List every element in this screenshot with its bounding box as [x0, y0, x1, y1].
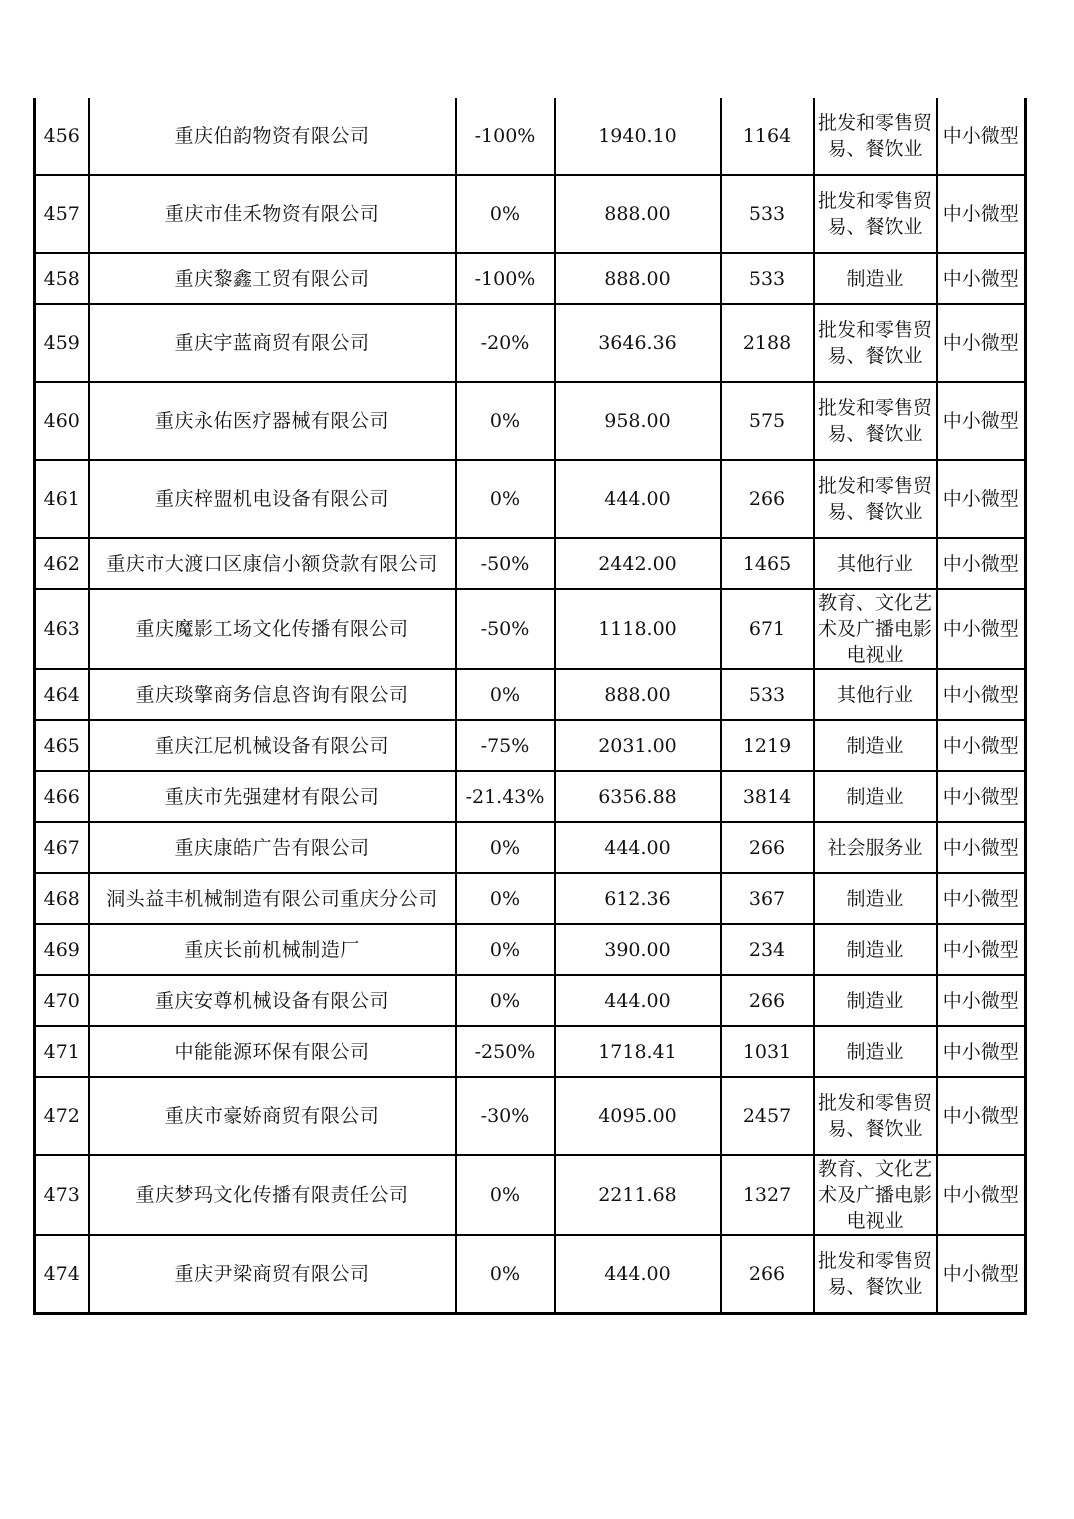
enterprise-type: 中小微型: [937, 924, 1026, 975]
row-number: 473: [35, 1155, 89, 1235]
row-number: 457: [35, 175, 89, 253]
row-number: 462: [35, 538, 89, 589]
payment: 266: [721, 975, 814, 1026]
row-number: 468: [35, 873, 89, 924]
amount: 444.00: [555, 975, 721, 1026]
amount: 612.36: [555, 873, 721, 924]
table-row: [35, 822, 1026, 873]
table-body: [35, 98, 1026, 1314]
row-number: 460: [35, 382, 89, 460]
enterprise-table: [33, 98, 1027, 1315]
row-number: 469: [35, 924, 89, 975]
payment: 266: [721, 822, 814, 873]
amount: 888.00: [555, 253, 721, 304]
change-rate: 0%: [456, 1155, 555, 1235]
payment: 533: [721, 669, 814, 720]
row-number: 472: [35, 1077, 89, 1155]
row-number: 461: [35, 460, 89, 538]
enterprise-type: 中小微型: [937, 1155, 1026, 1235]
amount: 888.00: [555, 175, 721, 253]
company-name: 重庆黎鑫工贸有限公司: [89, 253, 456, 304]
amount: 2031.00: [555, 720, 721, 771]
enterprise-type: 中小微型: [937, 253, 1026, 304]
payment: 533: [721, 175, 814, 253]
industry: 其他行业: [814, 538, 937, 589]
company-name: 重庆市豪娇商贸有限公司: [89, 1077, 456, 1155]
industry: 批发和零售贸易、餐饮业: [814, 175, 937, 253]
industry: 制造业: [814, 720, 937, 771]
table-row: [35, 873, 1026, 924]
change-rate: -21.43%: [456, 771, 555, 822]
industry: 批发和零售贸易、餐饮业: [814, 98, 937, 175]
table-row: [35, 669, 1026, 720]
table-row: [35, 460, 1026, 538]
change-rate: -20%: [456, 304, 555, 382]
table-row: [35, 771, 1026, 822]
change-rate: 0%: [456, 975, 555, 1026]
company-name: 重庆宇蓝商贸有限公司: [89, 304, 456, 382]
change-rate: 0%: [456, 1235, 555, 1314]
company-name: 重庆市大渡口区康信小额贷款有限公司: [89, 538, 456, 589]
payment: 1327: [721, 1155, 814, 1235]
payment: 266: [721, 460, 814, 538]
company-name: 重庆永佑医疗器械有限公司: [89, 382, 456, 460]
change-rate: 0%: [456, 382, 555, 460]
amount: 958.00: [555, 382, 721, 460]
table-row: [35, 175, 1026, 253]
company-name: 重庆江尼机械设备有限公司: [89, 720, 456, 771]
payment: 3814: [721, 771, 814, 822]
change-rate: 0%: [456, 175, 555, 253]
row-number: 470: [35, 975, 89, 1026]
industry: 制造业: [814, 924, 937, 975]
row-number: 463: [35, 589, 89, 669]
industry: 批发和零售贸易、餐饮业: [814, 1077, 937, 1155]
payment: 533: [721, 253, 814, 304]
industry: 其他行业: [814, 669, 937, 720]
amount: 1718.41: [555, 1026, 721, 1077]
company-name: 重庆琰擎商务信息咨询有限公司: [89, 669, 456, 720]
payment: 1219: [721, 720, 814, 771]
enterprise-type: 中小微型: [937, 304, 1026, 382]
company-name: 洞头益丰机械制造有限公司重庆分公司: [89, 873, 456, 924]
company-name: 重庆康皓广告有限公司: [89, 822, 456, 873]
company-name: 重庆长前机械制造厂: [89, 924, 456, 975]
company-name: 重庆梦玛文化传播有限责任公司: [89, 1155, 456, 1235]
enterprise-type: 中小微型: [937, 669, 1026, 720]
table-row: [35, 720, 1026, 771]
company-name: 重庆市先强建材有限公司: [89, 771, 456, 822]
table-row: [35, 304, 1026, 382]
change-rate: 0%: [456, 873, 555, 924]
change-rate: -100%: [456, 253, 555, 304]
industry: 批发和零售贸易、餐饮业: [814, 1235, 937, 1314]
industry: 批发和零售贸易、餐饮业: [814, 304, 937, 382]
amount: 1940.10: [555, 98, 721, 175]
table-row: [35, 253, 1026, 304]
amount: 444.00: [555, 822, 721, 873]
enterprise-type: 中小微型: [937, 589, 1026, 669]
company-name: 重庆安尊机械设备有限公司: [89, 975, 456, 1026]
table-row: [35, 538, 1026, 589]
row-number: 459: [35, 304, 89, 382]
industry: 制造业: [814, 873, 937, 924]
change-rate: 0%: [456, 460, 555, 538]
payment: 575: [721, 382, 814, 460]
enterprise-type: 中小微型: [937, 98, 1026, 175]
amount: 1118.00: [555, 589, 721, 669]
table-row: [35, 382, 1026, 460]
row-number: 465: [35, 720, 89, 771]
enterprise-type: 中小微型: [937, 771, 1026, 822]
change-rate: -100%: [456, 98, 555, 175]
change-rate: 0%: [456, 822, 555, 873]
change-rate: -30%: [456, 1077, 555, 1155]
change-rate: -75%: [456, 720, 555, 771]
enterprise-type: 中小微型: [937, 382, 1026, 460]
enterprise-type: 中小微型: [937, 720, 1026, 771]
row-number: 458: [35, 253, 89, 304]
company-name: 重庆梓盟机电设备有限公司: [89, 460, 456, 538]
amount: 444.00: [555, 460, 721, 538]
industry: 制造业: [814, 1026, 937, 1077]
payment: 1465: [721, 538, 814, 589]
change-rate: 0%: [456, 669, 555, 720]
payment: 2188: [721, 304, 814, 382]
enterprise-type: 中小微型: [937, 538, 1026, 589]
company-name: 重庆尹梁商贸有限公司: [89, 1235, 456, 1314]
industry: 制造业: [814, 253, 937, 304]
table-row: [35, 589, 1026, 669]
enterprise-type: 中小微型: [937, 1077, 1026, 1155]
enterprise-type: 中小微型: [937, 873, 1026, 924]
industry: 批发和零售贸易、餐饮业: [814, 382, 937, 460]
industry: 批发和零售贸易、餐饮业: [814, 460, 937, 538]
enterprise-type: 中小微型: [937, 460, 1026, 538]
enterprise-type: 中小微型: [937, 175, 1026, 253]
table-row: [35, 1235, 1026, 1314]
change-rate: 0%: [456, 924, 555, 975]
amount: 6356.88: [555, 771, 721, 822]
change-rate: -50%: [456, 538, 555, 589]
amount: 444.00: [555, 1235, 721, 1314]
table-row: [35, 1155, 1026, 1235]
row-number: 471: [35, 1026, 89, 1077]
enterprise-type: 中小微型: [937, 822, 1026, 873]
row-number: 466: [35, 771, 89, 822]
table-row: [35, 1026, 1026, 1077]
industry: 教育、文化艺术及广播电影电视业: [814, 1155, 937, 1235]
row-number: 474: [35, 1235, 89, 1314]
row-number: 464: [35, 669, 89, 720]
payment: 2457: [721, 1077, 814, 1155]
change-rate: -250%: [456, 1026, 555, 1077]
company-name: 重庆伯韵物资有限公司: [89, 98, 456, 175]
amount: 4095.00: [555, 1077, 721, 1155]
enterprise-type: 中小微型: [937, 1026, 1026, 1077]
payment: 266: [721, 1235, 814, 1314]
table-row: [35, 924, 1026, 975]
company-name: 重庆市佳禾物资有限公司: [89, 175, 456, 253]
industry: 社会服务业: [814, 822, 937, 873]
amount: 2211.68: [555, 1155, 721, 1235]
change-rate: -50%: [456, 589, 555, 669]
table-row: [35, 975, 1026, 1026]
enterprise-type: 中小微型: [937, 975, 1026, 1026]
payment: 234: [721, 924, 814, 975]
amount: 2442.00: [555, 538, 721, 589]
table-row: [35, 1077, 1026, 1155]
industry: 制造业: [814, 771, 937, 822]
company-name: 中能能源环保有限公司: [89, 1026, 456, 1077]
amount: 3646.36: [555, 304, 721, 382]
company-name: 重庆魔影工场文化传播有限公司: [89, 589, 456, 669]
payment: 671: [721, 589, 814, 669]
row-number: 456: [35, 98, 89, 175]
payment: 367: [721, 873, 814, 924]
row-number: 467: [35, 822, 89, 873]
amount: 390.00: [555, 924, 721, 975]
amount: 888.00: [555, 669, 721, 720]
enterprise-type: 中小微型: [937, 1235, 1026, 1314]
payment: 1164: [721, 98, 814, 175]
industry: 教育、文化艺术及广播电影电视业: [814, 589, 937, 669]
industry: 制造业: [814, 975, 937, 1026]
payment: 1031: [721, 1026, 814, 1077]
table-row: [35, 98, 1026, 175]
